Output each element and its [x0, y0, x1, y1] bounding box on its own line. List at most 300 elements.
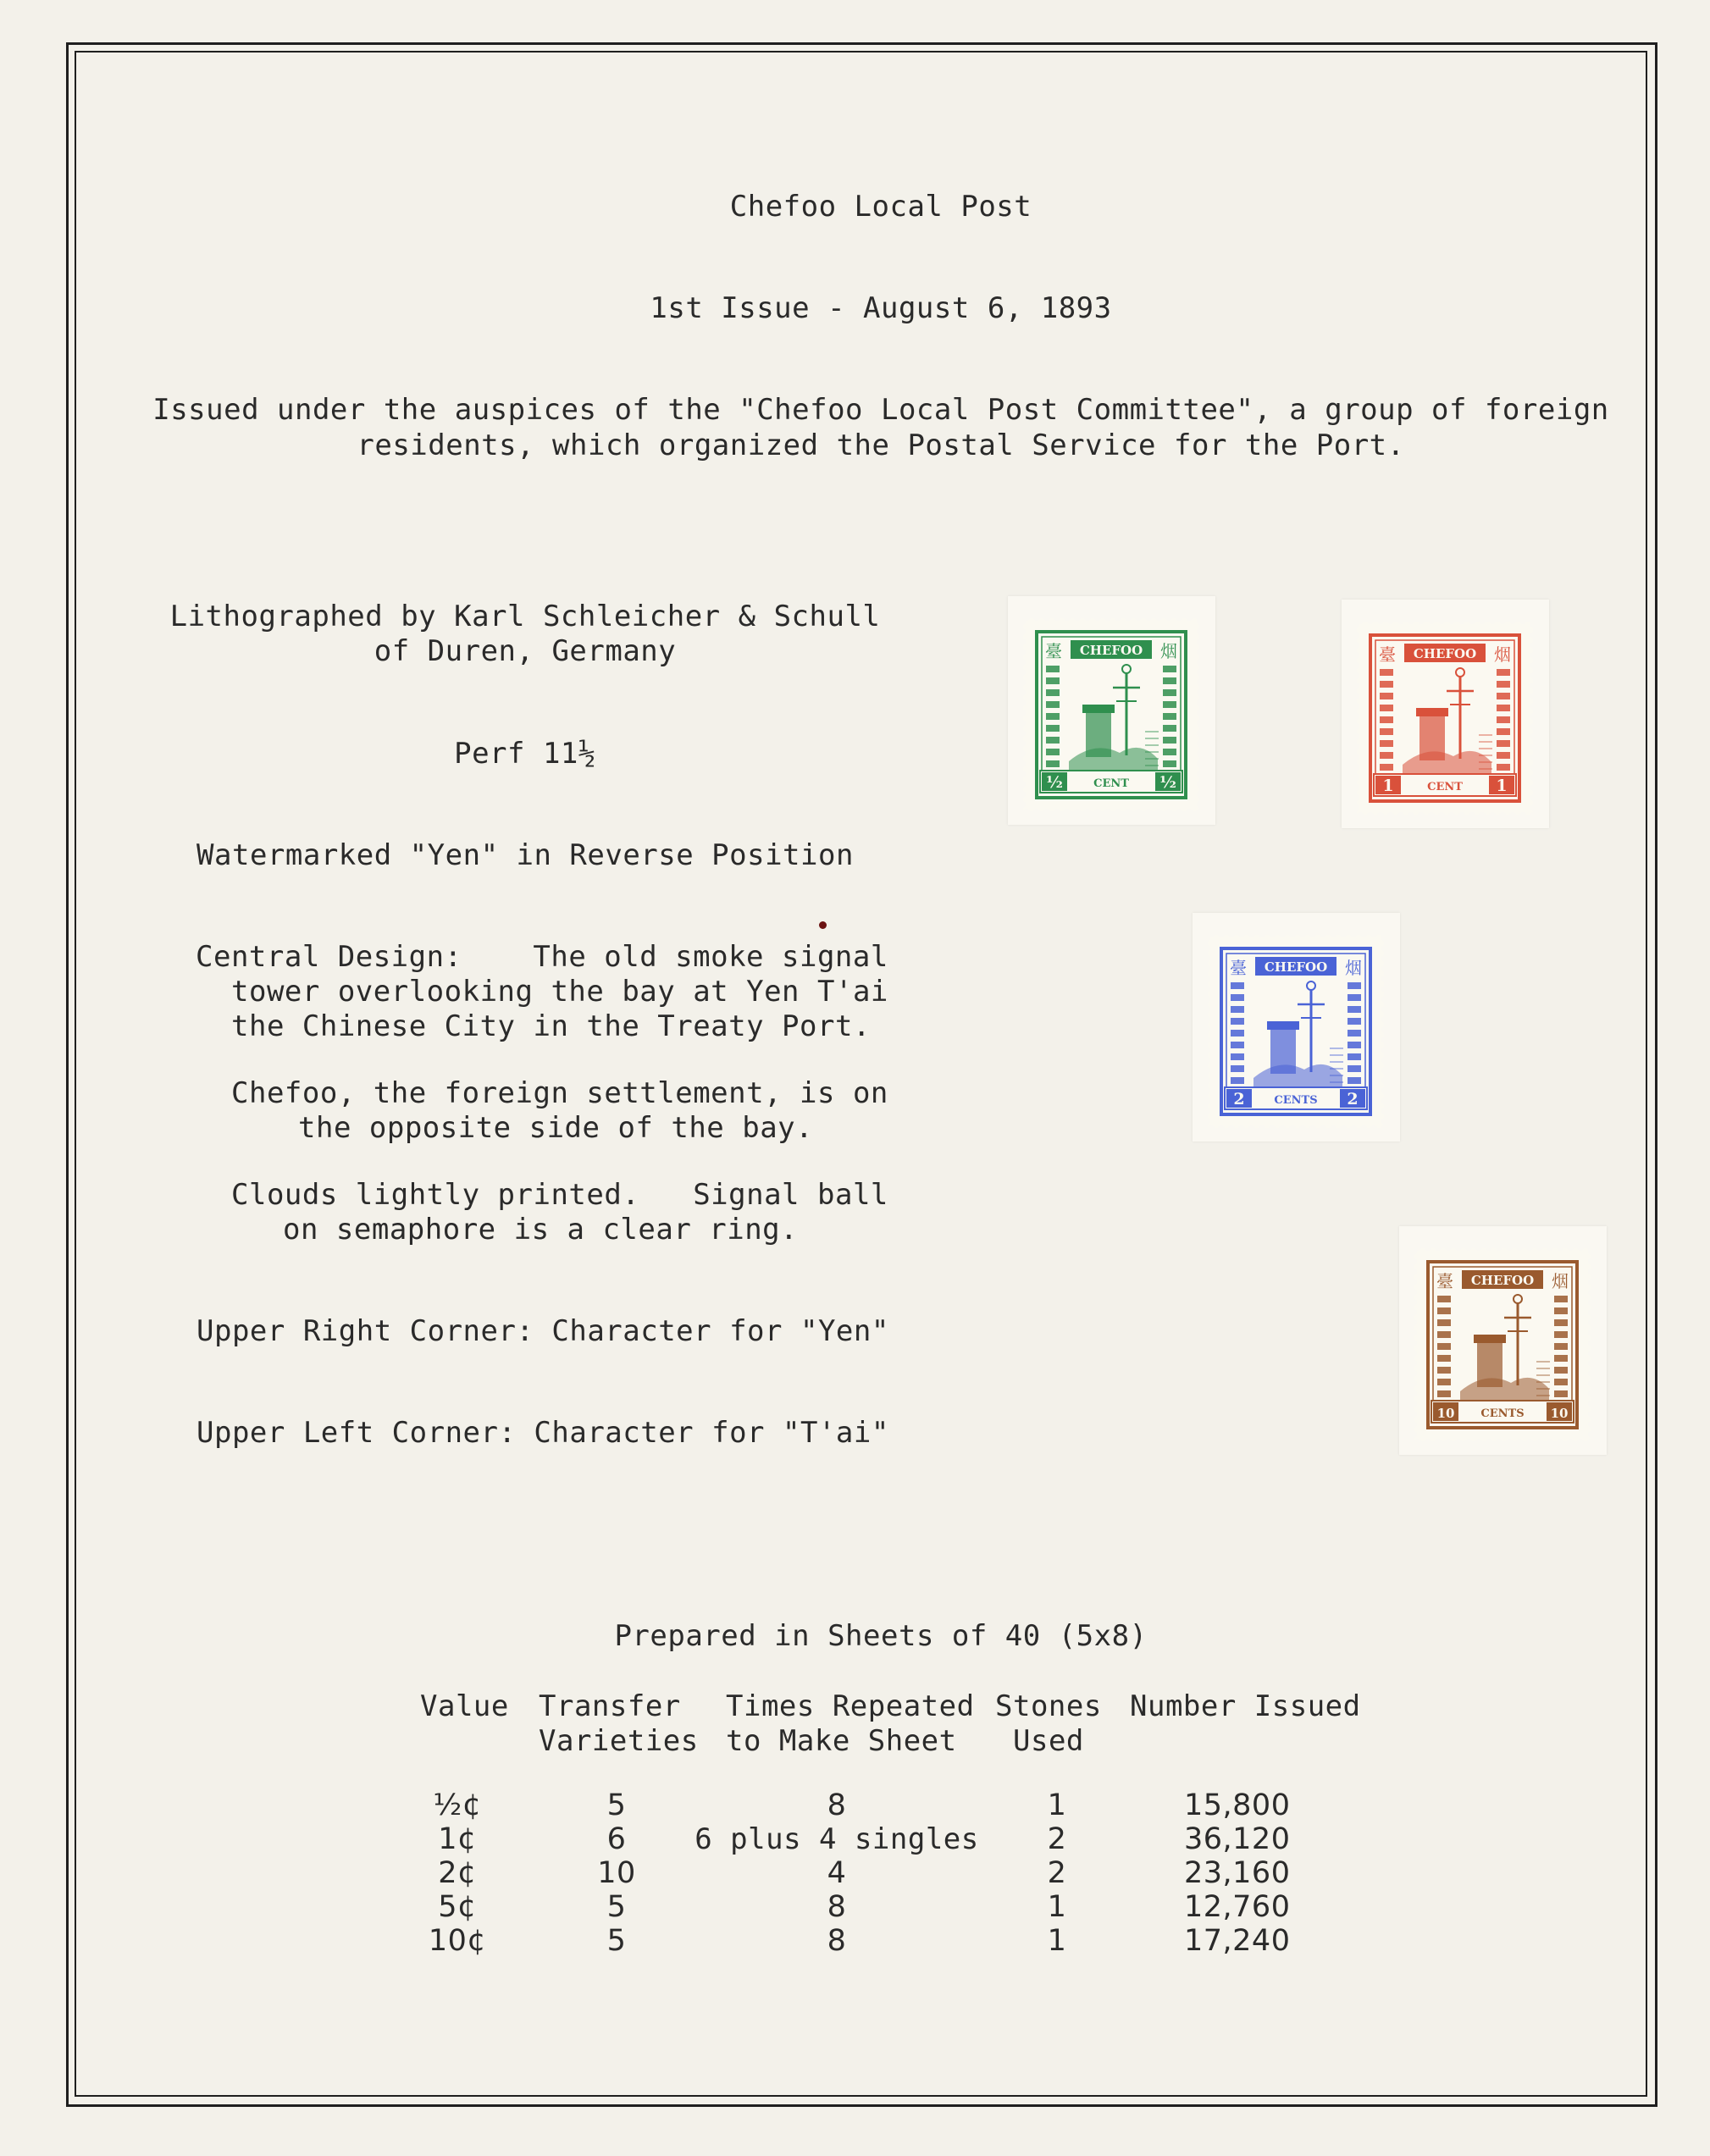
stamp-ornament: [1046, 666, 1060, 672]
perforation: [1248, 931, 1255, 937]
stamp-ornament: [1231, 1065, 1244, 1072]
stamp-ornament: [1554, 1296, 1568, 1302]
stamp-ornament: [1380, 693, 1393, 699]
perforation: [1465, 1244, 1472, 1251]
perforation: [1448, 812, 1455, 819]
perforation: [1218, 931, 1225, 937]
perforation: [1381, 1006, 1388, 1013]
perforation: [1377, 812, 1384, 819]
stamp-ornament: [1163, 713, 1176, 720]
perforation: [1353, 672, 1359, 679]
watermark-note: Watermarked "Yen" in Reverse Position: [196, 838, 854, 872]
perforation: [1410, 1299, 1417, 1306]
perforation: [1204, 1077, 1210, 1084]
table-cell: 1: [1047, 1924, 1067, 1958]
perforation: [1204, 945, 1210, 952]
perforation: [1410, 1269, 1417, 1275]
perforation: [1445, 1244, 1452, 1251]
perforation: [1196, 809, 1203, 815]
perforation: [1588, 1289, 1595, 1296]
perforation: [1381, 1047, 1388, 1053]
perforation: [1435, 1439, 1442, 1446]
perforation: [1043, 614, 1050, 621]
stamp-ornament: [1437, 1296, 1451, 1302]
stamp-ornament: [1348, 1006, 1361, 1013]
perforation: [1084, 809, 1091, 815]
perforation: [1588, 1269, 1595, 1275]
perforation: [1588, 1319, 1595, 1326]
perforation: [1530, 723, 1537, 730]
perforation: [1094, 614, 1101, 621]
perforation: [1186, 809, 1193, 815]
perforation: [1074, 614, 1081, 621]
perforation: [1588, 1309, 1595, 1316]
perforation: [1204, 996, 1210, 1003]
perforation: [1496, 1244, 1502, 1251]
perforation: [1357, 812, 1364, 819]
perforation: [1516, 1244, 1523, 1251]
table-cell: 12,760: [1184, 1890, 1291, 1924]
perforation: [1428, 812, 1435, 819]
perforation: [1023, 809, 1030, 815]
perforation: [1458, 617, 1465, 624]
perforation: [1381, 965, 1388, 972]
perforation: [1259, 1125, 1265, 1132]
stamp-ornament: [1046, 737, 1060, 744]
perforation: [1567, 1244, 1574, 1251]
perforation: [1165, 614, 1172, 621]
perforation: [1155, 614, 1162, 621]
perforation: [1435, 1244, 1442, 1251]
perforation: [1320, 931, 1326, 937]
stamp-value-left: 1: [1382, 777, 1394, 795]
perforation: [1381, 955, 1388, 962]
perforation: [1353, 804, 1359, 811]
perforation: [1530, 662, 1537, 669]
stamp-ornament: [1163, 689, 1176, 696]
stamp-value-left: 2: [1233, 1090, 1245, 1108]
perforation: [1353, 652, 1359, 659]
stamp-art: [1203, 930, 1389, 1133]
table-cell: 6: [606, 1822, 627, 1856]
stamp-ornament: [1497, 728, 1510, 735]
upper-left-note: Upper Left Corner: Character for "T'ai": [196, 1416, 889, 1450]
perforation: [1353, 784, 1359, 791]
perforation: [1410, 1309, 1417, 1316]
table-cell: 8: [827, 1788, 847, 1822]
perforation: [1176, 809, 1182, 815]
perforation: [1353, 754, 1359, 760]
stamp-ornament: [1348, 982, 1361, 989]
perforation: [1465, 1439, 1472, 1446]
perforation: [1340, 1125, 1347, 1132]
stamp-value-right: 1: [1496, 777, 1508, 795]
perforation: [1289, 1125, 1296, 1132]
perforation: [1204, 1067, 1210, 1074]
perforation: [1536, 1244, 1543, 1251]
perforation: [1499, 812, 1506, 819]
stamp-tower: [1477, 1341, 1502, 1387]
stamp-unit-text: CENTS: [1274, 1094, 1318, 1107]
table-cell: ½¢: [433, 1788, 482, 1822]
perforation: [1588, 1360, 1595, 1367]
perforation: [1186, 614, 1193, 621]
stamp-ornament: [1046, 725, 1060, 732]
clouds-line-1: Clouds lightly printed. Signal ball: [231, 1178, 888, 1212]
perforation: [1486, 1244, 1492, 1251]
design-line-1: Central Design: The old smoke signal: [196, 940, 888, 974]
stamp-ornament: [1231, 1042, 1244, 1048]
stamp-ornament: [1163, 749, 1176, 755]
stamp-ornament: [1497, 740, 1510, 747]
perforation: [1410, 1248, 1417, 1255]
stamp-art: [1018, 613, 1204, 816]
perforation: [1019, 628, 1026, 635]
stamp-ornament: [1380, 764, 1393, 771]
perforation: [1279, 1125, 1286, 1132]
stamp-ornament: [1046, 689, 1060, 696]
perforation: [1530, 812, 1536, 819]
stamp-art: [1352, 616, 1538, 820]
perforation: [1397, 617, 1404, 624]
table-cell: 1: [1047, 1788, 1067, 1822]
perforation: [1125, 809, 1132, 815]
perforation: [1448, 617, 1455, 624]
perforation: [1269, 1125, 1276, 1132]
perforation: [1381, 1118, 1388, 1125]
perforation: [1353, 794, 1359, 801]
perforation: [1381, 1057, 1388, 1064]
perforation: [1536, 1439, 1543, 1446]
perforation: [1387, 617, 1394, 624]
stamp-ornament: [1046, 701, 1060, 708]
perforation: [1530, 622, 1537, 628]
perforation: [1530, 754, 1537, 760]
perforation: [1588, 1380, 1595, 1387]
perforation: [1135, 614, 1142, 621]
perforation: [1353, 683, 1359, 689]
perforation: [1228, 1125, 1235, 1132]
upper-right-note: Upper Right Corner: Character for "Yen": [196, 1314, 889, 1348]
perforation: [1381, 1125, 1387, 1132]
perforation: [1197, 750, 1204, 757]
perforation: [1019, 618, 1026, 625]
perforation: [1353, 703, 1359, 710]
perforation: [1353, 662, 1359, 669]
stamp-ornament: [1437, 1319, 1451, 1326]
perforation: [1428, 617, 1435, 624]
printer-line-1: Lithographed by Karl Schleicher & Schull: [169, 600, 881, 633]
perforation: [1410, 1340, 1417, 1346]
perforation: [1019, 771, 1026, 777]
perforation: [1360, 1125, 1367, 1132]
perforation: [1557, 1439, 1563, 1446]
table-cell: 2¢: [438, 1856, 477, 1890]
perforation: [1381, 945, 1388, 952]
stamp-half-cent: [1018, 613, 1204, 816]
perforation: [1530, 744, 1537, 750]
perforation: [1353, 713, 1359, 720]
stamp-ornament: [1497, 669, 1510, 676]
stamp-left-character: 臺: [1230, 958, 1247, 978]
stamp-ornament: [1163, 666, 1176, 672]
perforation: [1019, 699, 1026, 706]
perforation: [1204, 1118, 1210, 1125]
stamp-mount-ten-cents: [1399, 1226, 1607, 1455]
perforation: [1353, 774, 1359, 781]
stamp-ornament: [1554, 1319, 1568, 1326]
perforation: [1588, 1248, 1595, 1255]
perforation: [1197, 710, 1204, 716]
perforation: [1530, 672, 1537, 679]
perforation: [1530, 693, 1537, 699]
perforation: [1204, 976, 1210, 982]
perforation: [1489, 812, 1496, 819]
perforation: [1530, 703, 1537, 710]
perforation: [1567, 1439, 1574, 1446]
perforation: [1530, 652, 1537, 659]
perforation: [1418, 617, 1425, 624]
stamp-ornament: [1380, 681, 1393, 688]
table-cell: 36,120: [1184, 1822, 1291, 1856]
perforation: [1259, 931, 1265, 937]
stamp-value-right: ½: [1159, 773, 1176, 792]
perforation: [1506, 1439, 1513, 1446]
perforation: [1197, 730, 1204, 737]
perforation: [1155, 809, 1162, 815]
stamp-ornament: [1380, 705, 1393, 711]
clouds-line-2: on semaphore is a clear ring.: [283, 1213, 799, 1247]
perforation: [1588, 1340, 1595, 1346]
stamp-top-text: CHEFOO: [1413, 646, 1477, 661]
perforation: [1145, 614, 1152, 621]
perforation: [1204, 1006, 1210, 1013]
perforation: [1410, 1411, 1417, 1418]
perforation: [1115, 614, 1121, 621]
perforation: [1479, 617, 1486, 624]
perforation: [1019, 659, 1026, 666]
perforation: [1353, 632, 1359, 639]
stamp-ornament: [1380, 728, 1393, 735]
stamp-ornament: [1554, 1343, 1568, 1350]
perforation: [1519, 617, 1526, 624]
perforation: [1445, 1439, 1452, 1446]
perforation: [1197, 679, 1204, 686]
stamp-left-character: 臺: [1045, 641, 1062, 661]
perforation: [1530, 733, 1537, 740]
stamp-ornament: [1380, 669, 1393, 676]
perforation: [1279, 931, 1286, 937]
stamp-two-cents: [1203, 930, 1389, 1133]
perforation: [1353, 622, 1359, 628]
perforation: [1043, 809, 1050, 815]
perforation: [1530, 713, 1537, 720]
perforation: [1033, 809, 1040, 815]
perforation: [1353, 723, 1359, 730]
perforation: [1381, 1016, 1388, 1023]
stamp-ornament: [1163, 725, 1176, 732]
stamp-ornament: [1554, 1355, 1568, 1362]
stamp-right-character: 烟: [1345, 958, 1362, 978]
perforation: [1197, 791, 1204, 798]
perforation: [1410, 1431, 1417, 1438]
table-cell: 17,240: [1184, 1924, 1291, 1958]
perforation: [1248, 1125, 1255, 1132]
perforation: [1455, 1244, 1462, 1251]
stamp-ornament: [1380, 740, 1393, 747]
stamp-ornament: [1231, 982, 1244, 989]
stamp-top-text: CHEFOO: [1264, 959, 1328, 975]
perforation: [1019, 740, 1026, 747]
perforation: [1408, 617, 1414, 624]
perforation: [1588, 1431, 1595, 1438]
design-line-2: tower overlooking the bay at Yen T'ai: [231, 975, 888, 1009]
perforation: [1410, 1390, 1417, 1397]
perforation: [1530, 632, 1537, 639]
perforation: [1410, 1421, 1417, 1428]
perforation: [1197, 649, 1204, 655]
stamp-tower-top: [1082, 705, 1115, 713]
table-cell: 5: [606, 1924, 627, 1958]
perforation: [1197, 689, 1204, 696]
perforation: [1197, 771, 1204, 777]
stamp-art: [1409, 1243, 1596, 1446]
perforation: [1381, 1077, 1388, 1084]
perforation: [1438, 812, 1445, 819]
perforation: [1350, 1125, 1357, 1132]
perforation: [1410, 1319, 1417, 1326]
perforation: [1410, 1279, 1417, 1285]
stamp-ornament: [1380, 752, 1393, 759]
stamp-ornament: [1497, 693, 1510, 699]
perforation: [1204, 965, 1210, 972]
intro-line-1: Issued under the auspices of the "Chefoo Local Post Committee", a group of foreign: [152, 393, 1609, 427]
ink-spot: [819, 921, 827, 929]
perforation: [1019, 649, 1026, 655]
stamp-ornament: [1231, 1006, 1244, 1013]
perforation: [1204, 935, 1210, 942]
stamp-ornament: [1497, 764, 1510, 771]
issue-date: 1st Issue - August 6, 1893: [650, 291, 1112, 325]
stamp-ornament: [1437, 1379, 1451, 1385]
perforation: [1370, 1125, 1377, 1132]
perforation: [1557, 1244, 1563, 1251]
perforation: [1309, 1125, 1316, 1132]
perforation: [1238, 1125, 1245, 1132]
table-cell: 5: [606, 1890, 627, 1924]
stamp-ornament: [1163, 701, 1176, 708]
perforation: [1381, 1097, 1388, 1104]
stamp-ornament: [1437, 1343, 1451, 1350]
perforation: [1425, 1439, 1431, 1446]
perforation: [1064, 809, 1071, 815]
table-cell: 10: [597, 1856, 636, 1890]
table-header-times-2: to Make Sheet: [726, 1724, 957, 1758]
stamp-ornament: [1231, 1030, 1244, 1037]
table-header-value: Value: [420, 1689, 509, 1723]
stamp-ornament: [1437, 1367, 1451, 1374]
stamp-ornament: [1380, 716, 1393, 723]
perforation: [1381, 935, 1388, 942]
table-cell: 5: [606, 1788, 627, 1822]
perforation: [1387, 812, 1394, 819]
table-cell: 4: [827, 1856, 847, 1890]
stamp-ornament: [1348, 1042, 1361, 1048]
stamp-right-character: 烟: [1160, 641, 1177, 661]
stamp-ornament: [1046, 760, 1060, 767]
table-cell: 1¢: [438, 1822, 477, 1856]
perforation: [1588, 1299, 1595, 1306]
perforation: [1353, 744, 1359, 750]
perforation: [1145, 809, 1152, 815]
perforation: [1197, 659, 1204, 666]
perforation: [1104, 614, 1111, 621]
perforation: [1165, 809, 1172, 815]
perforation: [1269, 931, 1276, 937]
perforation: [1588, 1350, 1595, 1357]
perforation: [1084, 614, 1091, 621]
perforation: [1458, 812, 1465, 819]
perforation: [1218, 1125, 1225, 1132]
perforation: [1353, 764, 1359, 771]
stamp-ornament: [1348, 1053, 1361, 1060]
perforation: [1410, 1330, 1417, 1336]
perforation: [1197, 801, 1204, 808]
stamp-ornament: [1497, 681, 1510, 688]
perforation: [1204, 1108, 1210, 1114]
perforation: [1530, 683, 1537, 689]
stamp-ornament: [1348, 1030, 1361, 1037]
stamp-ornament: [1348, 994, 1361, 1001]
stamp-ornament: [1497, 752, 1510, 759]
perforation: [1509, 812, 1516, 819]
perforation: [1367, 617, 1374, 624]
stamp-ornament: [1046, 749, 1060, 755]
stamp-ornament: [1437, 1331, 1451, 1338]
stamp-mount-two-cents: [1193, 913, 1400, 1142]
perforation: [1019, 720, 1026, 727]
stamp-ornament: [1046, 677, 1060, 684]
design-line-3: the Chinese City in the Treaty Port.: [231, 1009, 871, 1043]
perforation: [1469, 812, 1475, 819]
perforation: [1208, 1125, 1215, 1132]
settlement-line-1: Chefoo, the foreign settlement, is on: [231, 1076, 888, 1110]
perforation: [1438, 617, 1445, 624]
stamp-ten-cents: [1409, 1243, 1596, 1446]
perforation: [1489, 617, 1496, 624]
perforation: [1381, 1108, 1388, 1114]
stamp-ornament: [1348, 1077, 1361, 1084]
perforation: [1547, 1439, 1553, 1446]
perforation: [1486, 1439, 1492, 1446]
table-cell: 5¢: [438, 1890, 477, 1924]
perforation: [1135, 809, 1142, 815]
perforation: [1381, 1067, 1388, 1074]
perforation: [1289, 931, 1296, 937]
stamp-right-character: 烟: [1494, 644, 1511, 665]
perforation: [1019, 781, 1026, 788]
stamp-tower: [1419, 714, 1445, 760]
stamp-tower-top: [1267, 1021, 1299, 1030]
stamp-tower: [1086, 710, 1111, 757]
perforation: [1019, 791, 1026, 798]
perforation: [1350, 931, 1357, 937]
stamp-mount-one-cent: [1342, 600, 1549, 828]
perforation: [1418, 812, 1425, 819]
perforation: [1414, 1439, 1421, 1446]
table-header-stones-2: Used: [1013, 1724, 1084, 1758]
perforation: [1530, 774, 1537, 781]
